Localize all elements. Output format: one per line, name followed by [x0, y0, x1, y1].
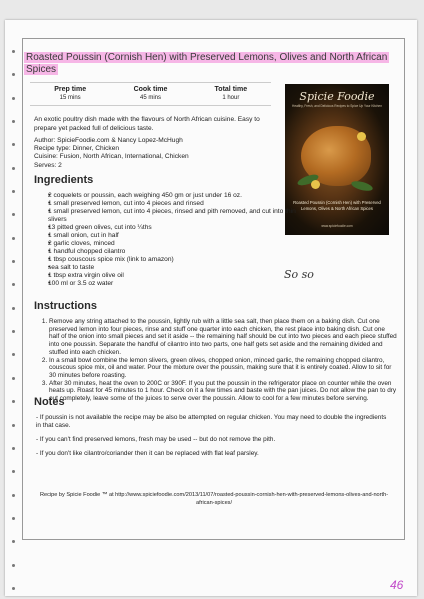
cuisine-line: Cuisine: Fusion, North African, International, Chicken [34, 153, 189, 161]
instructions-list [40, 318, 397, 403]
author-line: Author: SpicieFoodie.com & Nancy Lopez-McHugh [34, 137, 183, 144]
list-item: • 1 handful chopped cilantro [48, 248, 308, 256]
cover-brand: Spicie Foodie [299, 90, 375, 103]
list-item: • 1 small preserved lemon, cut into 4 pieces and rinsed [48, 200, 308, 208]
lemon-garnish [311, 180, 320, 189]
list-item: • sea salt to taste [48, 264, 308, 272]
list-item: 2. In a small bowl combine the lemon slivers, green olives, chopped onion, minced garlic, the remaining chopped cilantro, couscous spice mix, oil and water. Pour the mixture over the poussin, making sure that it is entirely coated. Allow to sit for 30 minutes before roasting. [49, 357, 397, 380]
page-number: 46 [390, 578, 404, 592]
list-item: • 1 small onion, cut in half [48, 232, 308, 240]
lemon-garnish [357, 132, 366, 141]
list-item: • 1 tbsp extra virgin olive oil [48, 272, 308, 280]
recipe-intro: An exotic poultry dish made with the flavours of North African cuisine. Easy to prepare yet packed full of delicious taste. [34, 116, 260, 132]
recipe-title: Roasted Poussin (Cornish Hen) with Preserved Lemons, Olives and North African Spices [26, 52, 388, 75]
list-item: 3. After 30 minutes, heat the oven to 200C or 390F. If you put the poussin in the refrigerator place on counter while the oven heats up. Roast for 45 minutes to 1 hour. Check on it a few times and baste with the pan juices. Do not allow the pan to dry out completely, leave some of the juices to serve over the poussin. Allow to cool for a few minutes before serving. [49, 380, 397, 403]
cover-tagline: Healthy, Fresh, and Delicious Recipes to Spice Up Your Kitchen [292, 104, 382, 108]
note-item: - If you don't like cilantro/coriander then it can be replaced with flat leaf parsley. [36, 450, 259, 457]
notes-section [36, 414, 392, 464]
list-item: • 2 garlic cloves, minced [48, 240, 308, 248]
ingredients-list [40, 192, 308, 288]
ingredients-heading: Ingredients [34, 174, 94, 186]
cook-time: Cook time 45 mins [133, 86, 168, 101]
cover-caption: Roasted Poussin (Cornish Hen) with Preserved Lemons, Olives & North African Spices [293, 200, 381, 211]
list-item: • 100 ml or 3.5 oz water [48, 280, 308, 288]
cover-url: www.spiciefoodie.com [321, 224, 353, 228]
recipe-type-line: Recipe type: Dinner, Chicken [34, 145, 120, 153]
serves-line: Serves: 2 [34, 161, 62, 169]
note-item: - If poussin is not available the recipe may be also be attempted on regular chicken. You may need to double the ingredients in that case. [36, 414, 387, 429]
punch-holes [12, 50, 16, 590]
recipe-credit: Recipe by Spicie Foodie ™ at http://www.spiciefoodie.com/2013/11/07/roasted-poussin-cornish-hen-with-preserved-lemons-olives-and-north-african-spices/ [39, 492, 389, 506]
handwritten-note: So so [284, 268, 314, 281]
prep-time: Prep time 15 mins [54, 86, 87, 101]
notes-heading: Notes [34, 396, 65, 408]
note-item: - If you can't find preserved lemons, fresh may be used -- but do not remove the pith. [36, 436, 276, 443]
list-item: • 13 pitted green olives, cut into ¼ths [48, 224, 308, 232]
time-table [30, 82, 271, 106]
instructions-heading: Instructions [34, 300, 97, 312]
recipe-meta [34, 137, 284, 170]
list-item: • 1 small preserved lemon, cut into 4 pieces, rinsed and pith removed, and cut into thin slivers [48, 208, 308, 224]
list-item: 1. Remove any string attached to the poussin, lightly rub with a little sea salt, then place them on a baking dish. Cut one preserved lemon into four pieces, rinse and stuff one quarter into each chicken, the rest place into baking dish. Cut one half of the onion into small pieces and set it aside -- the remaining half should be cut into two pieces and each piece stuffed into one poussin. Separate the handful of cilantro into two parts, one half gets set aside and the remaining divided and stuffed into each chicken. [49, 318, 397, 357]
list-item: • 2 coquelets or poussin, each weighing 450 gm or just under 16 oz. [48, 192, 308, 200]
herb-garnish [350, 179, 373, 192]
total-time: Total time 1 hour [214, 86, 248, 101]
list-item: • 1 tbsp couscous spice mix (link to amazon) [48, 256, 308, 264]
